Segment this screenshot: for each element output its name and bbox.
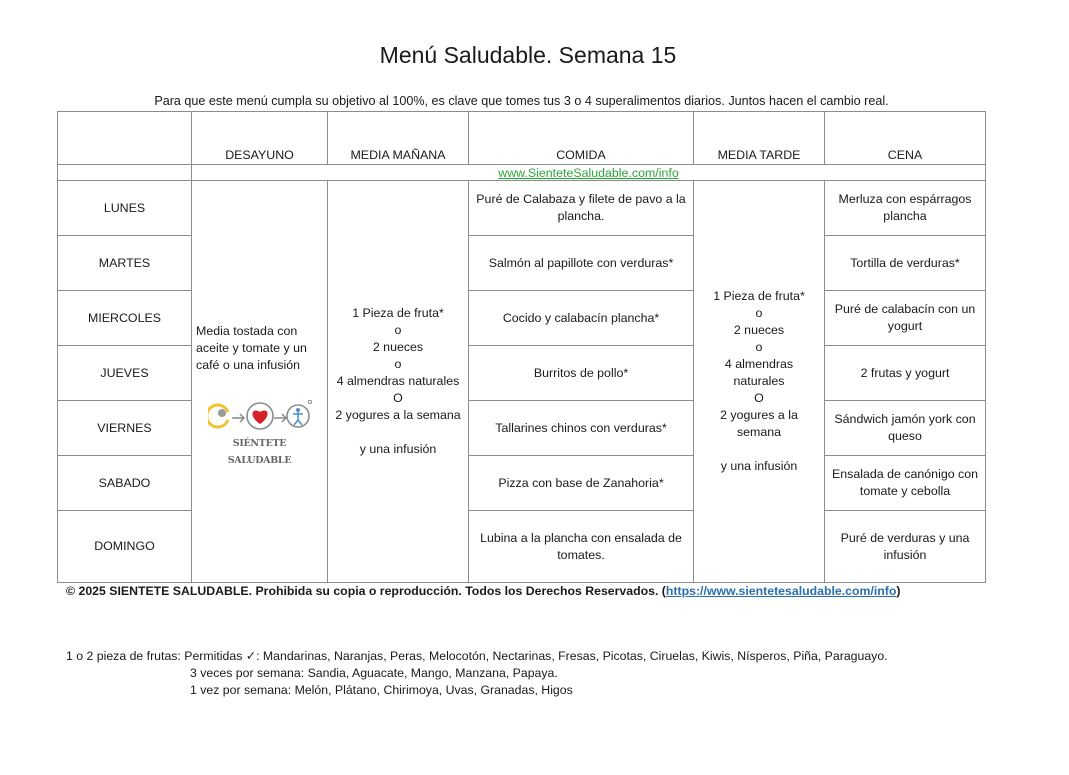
- header-empty-cell: [58, 112, 192, 165]
- day-label: MIERCOLES: [58, 291, 192, 346]
- info-link[interactable]: www.SienteteSaludable.com/info: [498, 165, 679, 180]
- cena-cell: Sándwich jamón york con queso: [825, 401, 986, 456]
- cena-cell: Ensalada de canónigo con tomate y cebolla: [825, 456, 986, 511]
- day-label: SABADO: [58, 456, 192, 511]
- page-subtitle: Para que este menú cumpla su objetivo al 100%, es clave que tomes tus 3 o 4 superalimentos diarios. Juntos hacen el cambio real.: [154, 94, 889, 108]
- link-row: [58, 165, 986, 181]
- link-cell: [192, 165, 986, 181]
- cena-cell: Puré de verduras y una infusión: [825, 511, 986, 583]
- table-row-lunes: [58, 181, 986, 236]
- comida-cell: Pizza con base de Zanahoria*: [469, 456, 694, 511]
- day-label: JUEVES: [58, 346, 192, 401]
- desayuno-text: Media tostada con aceite y tomate y un café o una infusión: [196, 323, 307, 372]
- desayuno-cell: [192, 181, 328, 583]
- cena-cell: Merluza con espárragos plancha: [825, 181, 986, 236]
- media-manana-cell: 1 Pieza de fruta* o 2 nueces o 4 almendras naturales O 2 yogures a la semana y una infusión: [328, 181, 469, 583]
- menu-table: [57, 111, 986, 583]
- header-comida: COMIDA: [469, 112, 694, 165]
- comida-cell: Tallarines chinos con verduras*: [469, 401, 694, 456]
- comida-cell: Lubina a la plancha con ensalada de tomates.: [469, 511, 694, 583]
- day-label: LUNES: [58, 181, 192, 236]
- comida-cell: Burritos de pollo*: [469, 346, 694, 401]
- link-row-empty-cell: [58, 165, 192, 181]
- copyright-footer: [66, 584, 901, 598]
- day-label: VIERNES: [58, 401, 192, 456]
- day-label: MARTES: [58, 236, 192, 291]
- header-cena: CENA: [825, 112, 986, 165]
- fruits-line-1-vez: 1 vez por semana: Melón, Plátano, Chirimoya, Uvas, Granadas, Higos: [190, 683, 573, 697]
- cena-cell: Tortilla de verduras*: [825, 236, 986, 291]
- logo-icon: [208, 398, 312, 432]
- header-media-manana: MEDIA MAÑANA: [328, 112, 469, 165]
- sientete-saludable-logo: [204, 398, 316, 469]
- header-desayuno: DESAYUNO: [192, 112, 328, 165]
- copyright-close: ): [896, 584, 901, 598]
- day-label: DOMINGO: [58, 511, 192, 583]
- copyright-text: © 2025 SIENTETE SALUDABLE. Prohibida su copia o reproducción. Todos los Derechos Reservados. (: [66, 584, 666, 598]
- comida-cell: Salmón al papillote con verduras*: [469, 236, 694, 291]
- cena-cell: 2 frutas y yogurt: [825, 346, 986, 401]
- footer-info-link[interactable]: https://www.sientetesaludable.com/info: [665, 584, 897, 598]
- logo-caption: SIÉNTETE SALUDABLE: [227, 437, 292, 466]
- table-header-row: [58, 112, 986, 165]
- comida-cell: Cocido y calabacín plancha*: [469, 291, 694, 346]
- comida-cell: Puré de Calabaza y filete de pavo a la plancha.: [469, 181, 694, 236]
- fruits-line-3-veces: 3 veces por semana: Sandia, Aguacate, Mango, Manzana, Papaya.: [190, 666, 558, 680]
- header-media-tarde: MEDIA TARDE: [694, 112, 825, 165]
- cena-cell: Puré de calabacín con un yogurt: [825, 291, 986, 346]
- fruits-line-permitidas: 1 o 2 pieza de frutas: Permitidas ✓: Mandarinas, Naranjas, Peras, Melocotón, Nectarinas, Fresas, Picotas, Ciruelas, Kiwis, Nísperos, Piña, Paraguayo.: [66, 649, 888, 663]
- page-title: Menú Saludable. Semana 15: [379, 42, 677, 68]
- media-tarde-cell: 1 Pieza de fruta* o 2 nueces o 4 almendras naturales O 2 yogures a la semana y una infusión: [694, 181, 825, 583]
